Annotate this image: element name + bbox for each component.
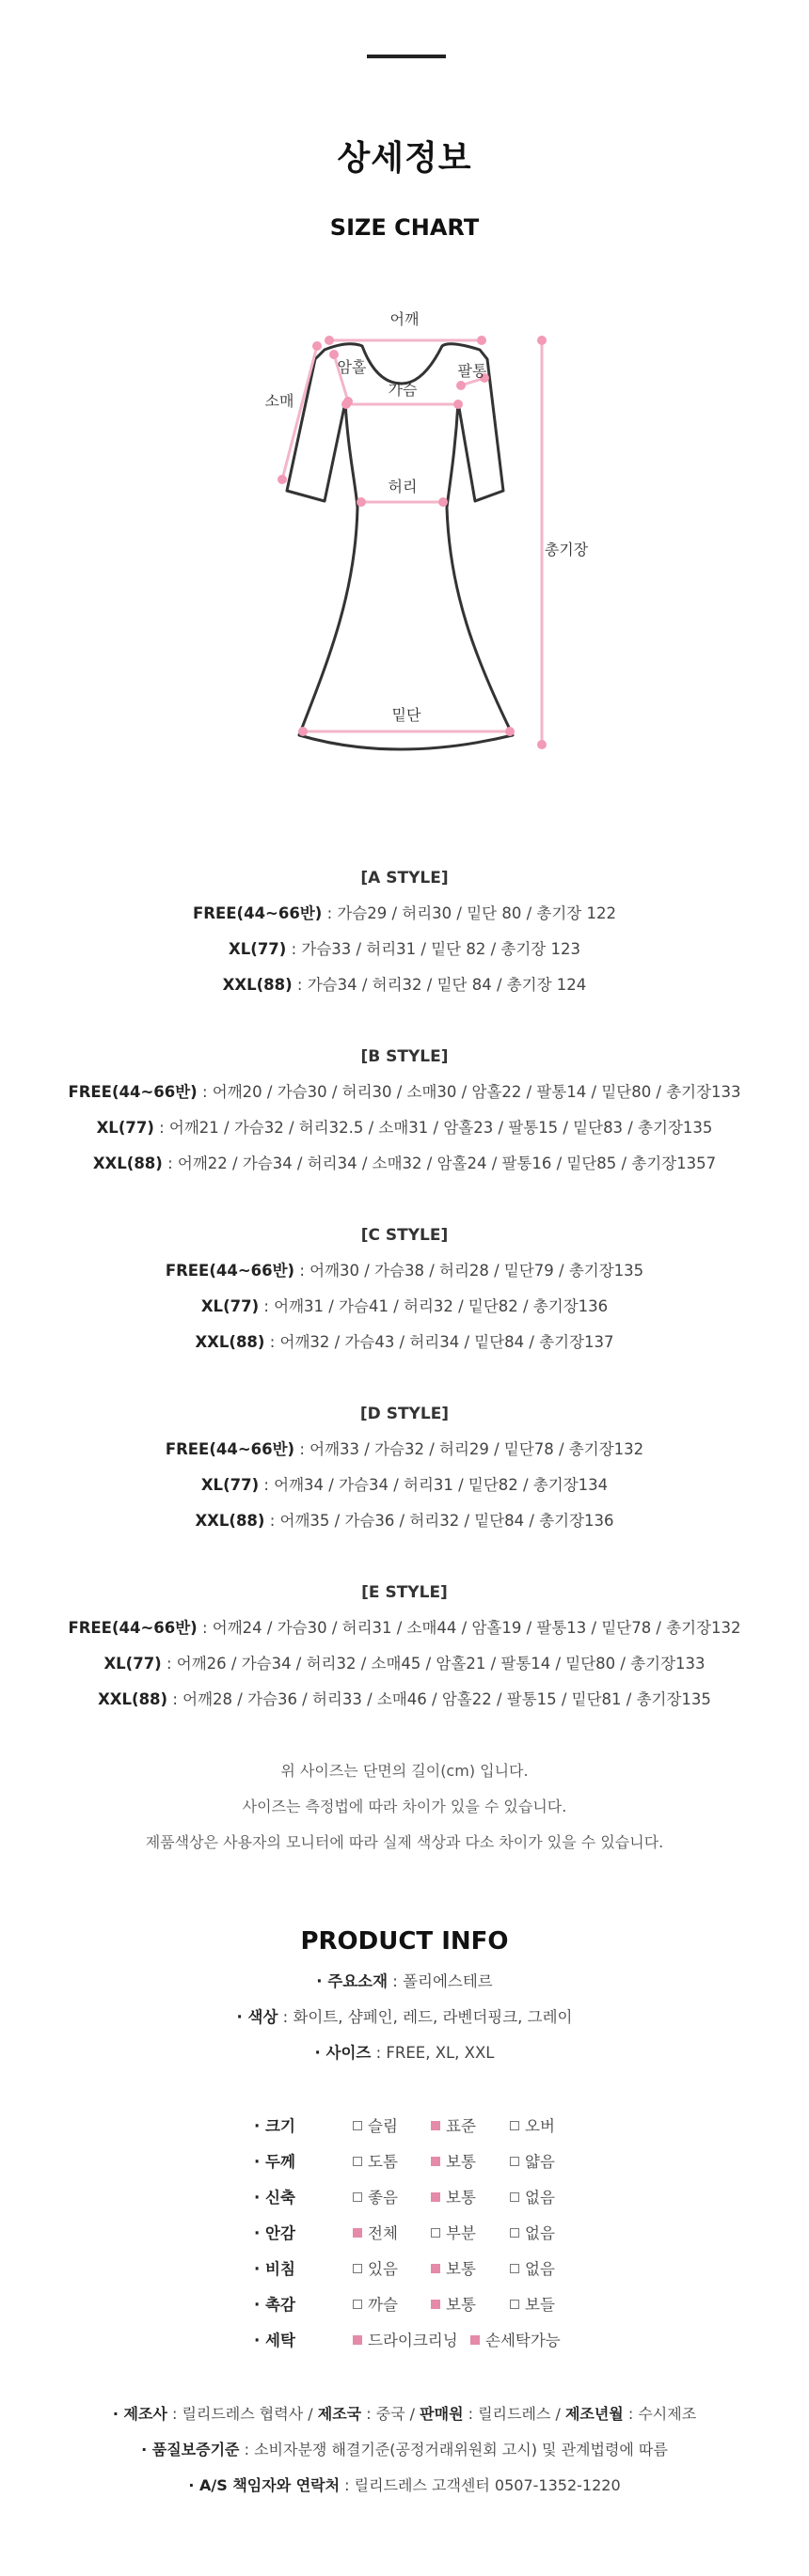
size-notes	[0, 1760, 809, 1867]
info-row-material	[0, 1971, 809, 1993]
attr-row-sheerness	[254, 2256, 593, 2279]
checkbox-checked-icon	[353, 2335, 362, 2345]
footer-label: 제조국	[317, 2405, 362, 2423]
size-spec: : 어깨32 / 가슴43 / 허리34 / 밑단84 / 총기장137	[264, 1333, 614, 1351]
checkbox-unchecked-icon	[510, 2228, 519, 2238]
style-heading: [B STYLE]	[360, 1047, 449, 1066]
info-value: : FREE, XL, XXL	[371, 2044, 495, 2062]
label-armhole: 암홀	[337, 358, 367, 376]
note-text: 사이즈는 측정법에 따라 차이가 있을 수 있습니다.	[242, 1798, 567, 1815]
info-row-color	[0, 2006, 809, 2029]
attr-row-lining	[254, 2221, 593, 2243]
product-attributes	[254, 2113, 593, 2364]
size-spec: : 어깨28 / 가슴36 / 허리33 / 소매46 / 암홀22 / 팔통15 / 밑단81 / 총기장135	[167, 1690, 711, 1708]
style-block-e	[0, 1581, 809, 1724]
attr-option	[510, 2149, 555, 2172]
size-name: FREE(44~66반)	[68, 1083, 198, 1101]
option-label: 좋음	[368, 2189, 398, 2207]
size-row	[0, 1689, 809, 1711]
style-block-b	[0, 1045, 809, 1188]
option-label: 부분	[446, 2224, 476, 2242]
note-text: 위 사이즈는 단면의 길이(cm) 입니다.	[280, 1762, 529, 1780]
attr-option	[431, 2113, 476, 2136]
option-label: 없음	[525, 2224, 555, 2242]
attr-option	[510, 2185, 555, 2207]
checkbox-checked-icon	[431, 2121, 440, 2130]
option-label: 표준	[446, 2117, 476, 2135]
option-label: 없음	[525, 2189, 555, 2207]
info-label: · 사이즈	[314, 2044, 372, 2062]
size-row	[0, 974, 809, 997]
product-info-list	[0, 1971, 809, 2078]
top-divider	[367, 55, 446, 58]
attr-label: · 세탁	[254, 2332, 295, 2349]
attr-label: · 신축	[254, 2189, 295, 2207]
footer-value: : 릴리드레스 협력사 /	[167, 2405, 318, 2423]
checkbox-checked-icon	[431, 2264, 440, 2273]
label-chest: 가슴	[388, 381, 418, 399]
option-label: 보통	[446, 2189, 476, 2207]
attr-option	[353, 2113, 398, 2136]
info-label: · 색상	[236, 2008, 278, 2026]
checkbox-unchecked-icon	[353, 2192, 362, 2202]
option-label: 보통	[446, 2296, 476, 2314]
attr-row-washing	[254, 2328, 593, 2350]
checkbox-unchecked-icon	[353, 2264, 362, 2273]
size-spec: : 어깨22 / 가슴34 / 허리34 / 소매32 / 암홀24 / 팔통16 / 밑단85 / 총기장1357	[162, 1154, 717, 1172]
checkbox-unchecked-icon	[510, 2264, 519, 2273]
size-row	[0, 1081, 809, 1104]
checkbox-unchecked-icon	[510, 2300, 519, 2309]
size-spec: : 가슴34 / 허리32 / 밑단 84 / 총기장 124	[292, 976, 587, 994]
footer-value: : 릴리드레스 /	[463, 2405, 565, 2423]
page-title: 상세정보	[337, 139, 472, 178]
attr-option	[353, 2256, 398, 2279]
size-row	[0, 1617, 809, 1640]
footer-label: 제조년월	[564, 2405, 624, 2423]
product-info-title: PRODUCT INFO	[300, 1927, 509, 1956]
checkbox-unchecked-icon	[353, 2157, 362, 2166]
checkbox-unchecked-icon	[510, 2192, 519, 2202]
style-heading: [D STYLE]	[359, 1405, 450, 1423]
option-label: 슬림	[368, 2117, 398, 2135]
style-heading: [E STYLE]	[361, 1583, 448, 1602]
size-row	[0, 938, 809, 961]
label-sleeve: 소매	[264, 392, 294, 410]
attr-option	[431, 2256, 476, 2279]
checkbox-unchecked-icon	[510, 2157, 519, 2166]
attr-option	[353, 2221, 398, 2243]
option-label: 까슬	[368, 2296, 398, 2314]
option-label: 오버	[525, 2117, 555, 2135]
size-name: FREE(44~66반)	[68, 1619, 198, 1637]
attr-option	[353, 2149, 398, 2172]
style-block-c	[0, 1224, 809, 1367]
attr-label: · 크기	[254, 2117, 295, 2135]
style-heading: [C STYLE]	[360, 1226, 449, 1245]
attr-option	[510, 2292, 555, 2315]
option-label: 있음	[368, 2260, 398, 2278]
size-row	[0, 1260, 809, 1282]
size-row	[0, 1117, 809, 1139]
checkbox-checked-icon	[431, 2192, 440, 2202]
option-label: 손세탁가능	[485, 2332, 561, 2349]
size-chart-title: SIZE CHART	[329, 214, 480, 241]
size-row	[0, 1653, 809, 1675]
attr-option	[510, 2256, 555, 2279]
attr-label: · 두께	[254, 2153, 295, 2171]
option-label: 드라이크리닝	[368, 2332, 458, 2349]
size-row	[0, 1438, 809, 1461]
size-name: FREE(44~66반)	[165, 1440, 295, 1458]
attr-option	[353, 2185, 398, 2207]
option-label: 없음	[525, 2260, 555, 2278]
size-spec: : 어깨35 / 가슴36 / 허리32 / 밑단84 / 총기장136	[264, 1512, 614, 1530]
attr-option	[431, 2292, 476, 2315]
info-row-size	[0, 2042, 809, 2065]
attr-option	[353, 2328, 458, 2350]
info-value: : 폴리에스테르	[388, 1972, 493, 1990]
manufacturer-info	[0, 2403, 809, 2510]
size-name: XXL(88)	[195, 1333, 265, 1351]
option-label: 전체	[368, 2224, 398, 2242]
size-name: XL(77)	[96, 1119, 154, 1137]
size-spec: : 어깨21 / 가슴32 / 허리32.5 / 소매31 / 암홀23 / 팔통15 / 밑단83 / 총기장135	[153, 1119, 713, 1137]
attr-option	[353, 2292, 398, 2315]
size-spec: : 어깨33 / 가슴32 / 허리29 / 밑단78 / 총기장132	[294, 1440, 644, 1458]
footer-label: · A/S 책임자와 연락처	[188, 2476, 341, 2494]
option-label: 도톰	[368, 2153, 398, 2171]
label-total-length: 총기장	[544, 541, 589, 558]
label-shoulder: 어깨	[389, 310, 420, 328]
size-spec: : 어깨34 / 가슴34 / 허리31 / 밑단82 / 총기장134	[259, 1476, 609, 1494]
attr-row-thickness	[254, 2149, 593, 2172]
dress-measurement-diagram	[0, 282, 809, 790]
size-row	[0, 1153, 809, 1175]
footer-label: · 품질보증기준	[141, 2441, 240, 2458]
size-name: XL(77)	[200, 1476, 260, 1494]
size-spec: : 가슴33 / 허리31 / 밑단 82 / 총기장 123	[286, 940, 580, 958]
sleeve-line	[282, 346, 317, 479]
size-name: XXL(88)	[98, 1690, 168, 1708]
footer-row-maker	[0, 2403, 809, 2426]
footer-label: 판매원	[420, 2405, 464, 2423]
footer-label: · 제조사	[112, 2405, 167, 2423]
attr-option	[431, 2185, 476, 2207]
checkbox-checked-icon	[470, 2335, 480, 2345]
size-name: XXL(88)	[92, 1154, 163, 1172]
attr-option	[470, 2328, 561, 2350]
attr-option	[510, 2221, 555, 2243]
label-arm-width: 팔통	[457, 362, 487, 380]
note-text: 제품색상은 사용자의 모니터에 따라 실제 색상과 다소 차이가 있을 수 있습니다.	[145, 1833, 664, 1851]
footer-row-as-contact	[0, 2474, 809, 2497]
size-name: XXL(88)	[195, 1512, 265, 1530]
footer-value: : 릴리드레스 고객센터 0507-1352-1220	[340, 2476, 621, 2494]
style-block-a	[0, 867, 809, 1010]
footer-value: : 수시제조	[623, 2405, 697, 2423]
attr-row-stretch	[254, 2185, 593, 2207]
size-name: XL(77)	[103, 1655, 162, 1673]
size-name: XXL(88)	[222, 976, 293, 994]
attr-label: · 안감	[254, 2224, 295, 2242]
option-label: 보통	[446, 2260, 476, 2278]
footer-value: : 소비자분쟁 해결기준(공정거래위원회 고시) 및 관계법령에 따름	[239, 2441, 668, 2458]
size-name: FREE(44~66반)	[193, 904, 323, 922]
size-name: FREE(44~66반)	[165, 1262, 295, 1280]
checkbox-unchecked-icon	[353, 2300, 362, 2309]
info-value: : 화이트, 샴페인, 레드, 라벤더핑크, 그레이	[278, 2008, 573, 2026]
style-block-d	[0, 1403, 809, 1546]
size-spec: : 어깨20 / 가슴30 / 허리30 / 소매30 / 암홀22 / 팔통14 / 밑단80 / 총기장133	[197, 1083, 741, 1101]
attr-option	[431, 2149, 476, 2172]
attr-label: · 촉감	[254, 2296, 295, 2314]
size-name: XL(77)	[229, 940, 287, 958]
checkbox-checked-icon	[431, 2157, 440, 2166]
footer-value: : 중국 /	[361, 2405, 420, 2423]
checkbox-checked-icon	[431, 2300, 440, 2309]
size-row	[0, 1331, 809, 1354]
info-label: · 주요소재	[316, 1972, 389, 1990]
size-row	[0, 903, 809, 925]
checkbox-unchecked-icon	[510, 2121, 519, 2130]
size-spec: : 어깨31 / 가슴41 / 허리32 / 밑단82 / 총기장136	[259, 1297, 609, 1315]
option-label: 보들	[525, 2296, 555, 2314]
option-label: 보통	[446, 2153, 476, 2171]
attr-row-texture	[254, 2292, 593, 2315]
size-row	[0, 1296, 809, 1318]
option-label: 얇음	[525, 2153, 555, 2171]
attr-option	[510, 2113, 555, 2136]
footer-row-quality	[0, 2439, 809, 2461]
size-spec: : 어깨30 / 가슴38 / 허리28 / 밑단79 / 총기장135	[294, 1262, 644, 1280]
checkbox-unchecked-icon	[353, 2121, 362, 2130]
attr-label: · 비침	[254, 2260, 295, 2278]
attr-option	[431, 2221, 476, 2243]
attr-row-fit	[254, 2113, 593, 2136]
size-spec: : 가슴29 / 허리30 / 밑단 80 / 총기장 122	[322, 904, 616, 922]
size-spec: : 어깨26 / 가슴34 / 허리32 / 소매45 / 암홀21 / 팔통14 / 밑단80 / 총기장133	[161, 1655, 706, 1673]
size-row	[0, 1510, 809, 1532]
size-spec: : 어깨24 / 가슴30 / 허리31 / 소매44 / 암홀19 / 팔통13 / 밑단78 / 총기장132	[197, 1619, 741, 1637]
label-hem: 밑단	[391, 706, 421, 724]
size-name: XL(77)	[200, 1297, 260, 1315]
checkbox-unchecked-icon	[431, 2228, 440, 2238]
size-row	[0, 1474, 809, 1497]
checkbox-checked-icon	[353, 2228, 362, 2238]
measurement-lines	[282, 338, 542, 745]
style-heading: [A STYLE]	[360, 869, 449, 887]
label-waist: 허리	[388, 478, 418, 495]
